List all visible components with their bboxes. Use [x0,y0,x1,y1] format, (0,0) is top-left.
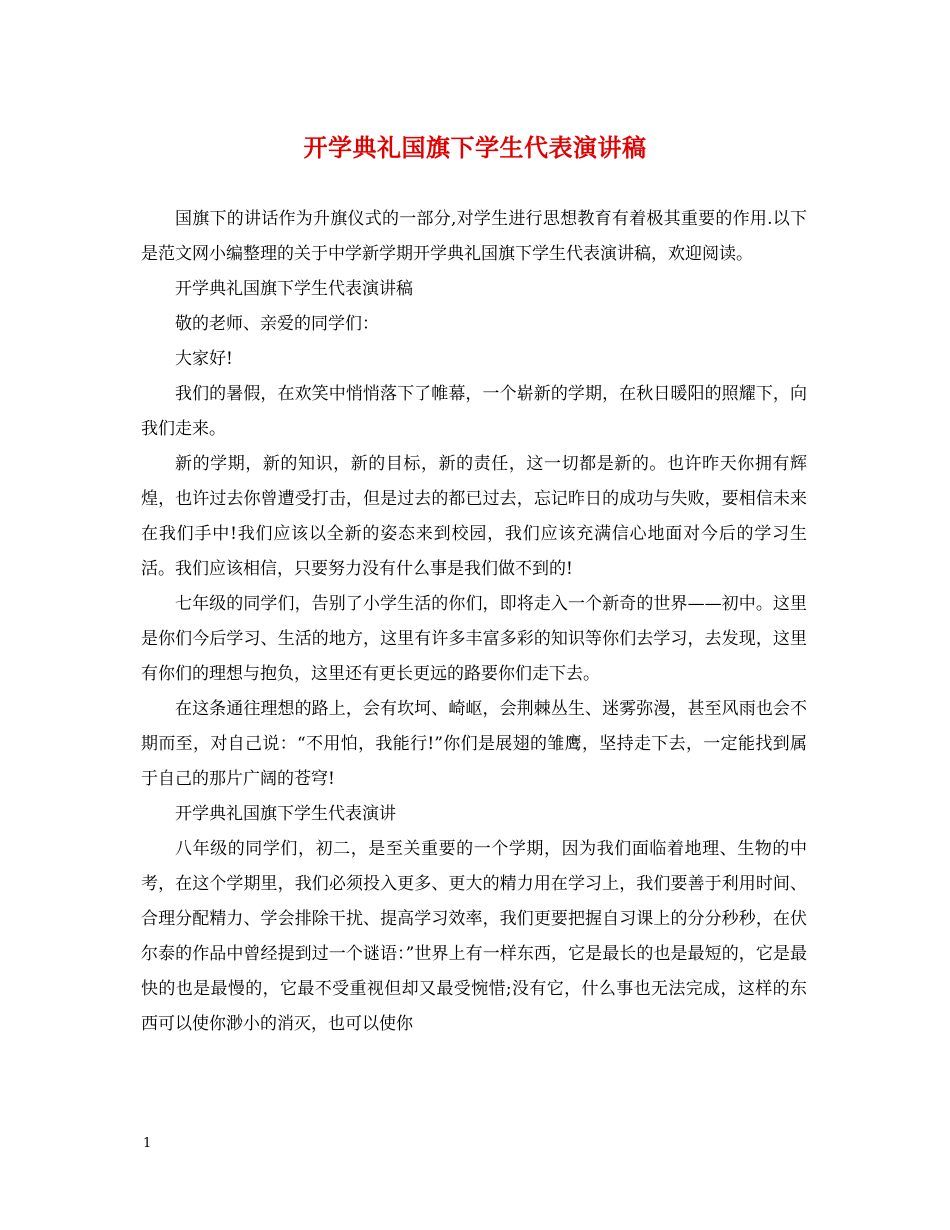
paragraph-intro: 国旗下的讲话作为升旗仪式的一部分,对学生进行思想教育有着极其重要的作用.以下是范文网小编整理的关于中学新学期开学典礼国旗下学生代表演讲稿，欢迎阅读。 [141,209,807,264]
paragraph-ideal-road: 在这条通往理想的路上，会有坎坷、崎岖，会荆棘丛生、迷雾弥漫，甚至风雨也会不期而至，对自己说：“不用怕，我能行!”你们是展翅的雏鹰，坚持走下去，一定能找到属于自己的那片广阔的苍穹! [141,699,807,789]
paragraph-subtitle: 开学典礼国旗下学生代表演讲稿 [175,279,413,299]
document-body [141,202,807,1042]
paragraph-grade-eight: 八年级的同学们，初二，是至关重要的一个学期，因为我们面临着地理、生物的中考，在这个学期里，我们必须投入更多、更大的精力用在学习上，我们要善于利用时间、合理分配精力、学会排除干扰、提高学习效率，我们更要把握自习课上的分分秒秒，在伏尔泰的作品中曾经提到过一个谜语：”世界上有一样东西，它是最长的也是最短的，它是最快的也是最慢的，它最不受重视但却又最受惋惜;没有它，什么事也无法完成，这样的东西可以使你渺小的消灭，也可以使你 [141,839,807,1034]
paragraph-section-heading: 开学典礼国旗下学生代表演讲 [175,804,396,824]
paragraph-salutation: 敬的老师、亲爱的同学们： [175,314,379,334]
document-title: 开学典礼国旗下学生代表演讲稿 [303,133,647,162]
page-number: 1 [143,1136,152,1151]
paragraph-new-semester: 新的学期，新的知识，新的目标，新的责任，这一切都是新的。也许昨天你拥有辉煌，也许过去你曾遭受打击，但是过去的都已过去，忘记昨日的成功与失败，要相信未来在我们手中!我们应该以全新的姿态来到校园，我们应该充满信心地面对今后的学习生活。我们应该相信，只要努力没有什么事是我们做不到的! [141,454,807,579]
paragraph-summer: 我们的暑假，在欢笑中悄悄落下了帷幕，一个崭新的学期，在秋日暖阳的照耀下，向我们走来。 [141,384,807,439]
paragraph-grade-seven: 七年级的同学们，告别了小学生活的你们，即将走入一个新奇的世界——初中。这里是你们今后学习、生活的地方，这里有许多丰富多彩的知识等你们去学习，去发现，这里有你们的理想与抱负，这里还有更长更远的路要你们走下去。 [141,594,807,684]
paragraph-greeting: 大家好! [175,349,233,369]
